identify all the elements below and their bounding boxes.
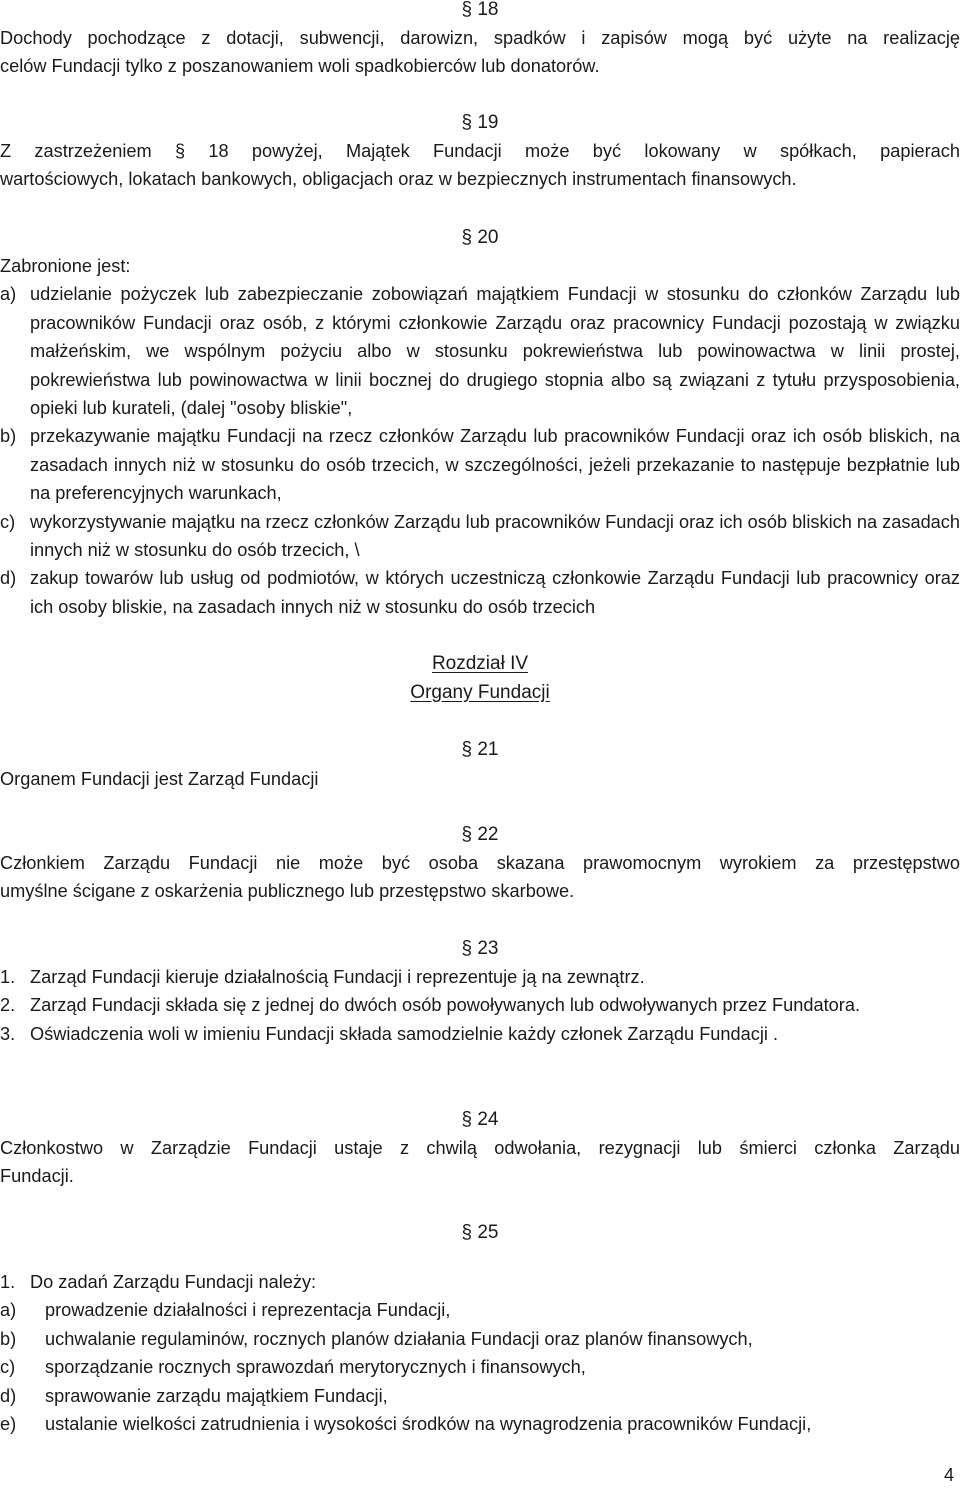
list-item-text: wykorzystywanie majątku na rzecz członków Zarządu lub pracowników Fundacji oraz ich osób bliskich na zasadach innych niż w stosunku do osób trzecich, \ (30, 511, 960, 561)
list-item-text: Zarząd Fundacji kieruje działalnością Fundacji i reprezentuje ją na zewnątrz. (30, 967, 645, 987)
list-marker: b) (0, 426, 17, 447)
list-marker: c) (0, 1357, 16, 1378)
list-marker: d) (0, 1385, 17, 1406)
list-item (0, 422, 960, 507)
section-intro: Zabronione jest: (0, 256, 131, 276)
list-item-text: Oświadczenia woli w imieniu Fundacji składa samodzielnie każdy członek Zarządu Fundacji . (30, 1023, 779, 1044)
list-item-text: udzielanie pożyczek lub zabezpieczanie zobowiązań majątkiem Fundacji w stosunku do członków Zarządu lub pracowników Fundacji oraz osób, z którymi członkowie Zarządu oraz pracownicy Fundacji pozostają w związku małżeńskim, we wspólnym pożyciu albo w stosunku pokrewieństwa lub powinowactwa w linii prostej, pokrewieństwa lub powinowactwa w linii bocznej do drugiego stopnia albo są związani z tytułu przysposobienia, opieki lub kurateli, (dalej "osoby bliskie", (30, 284, 960, 419)
page-number: 4 (943, 1464, 954, 1485)
paragraph-line: wartościowych, lokatach bankowych, obligacjach oraz w bezpiecznych instrumentach finansowych. (0, 169, 797, 190)
list-item (0, 1382, 960, 1410)
section-23 (0, 935, 960, 1048)
list-item-text: zakup towarów lub usług od podmiotów, w których uczestniczą członkowie Zarządu Fundacji lub pracownicy oraz ich osoby bliskie, na zasadach innych niż w stosunku do osób trzecich (30, 568, 960, 617)
paragraph-line: celów Fundacji tylko z poszanowaniem woli spadkobierców lub donatorów. (0, 56, 600, 77)
list-item (0, 564, 960, 621)
list-item (0, 963, 960, 991)
list-marker: a) (0, 284, 17, 305)
list-item (0, 991, 960, 1019)
section-heading: § 23 (461, 938, 499, 959)
list-item-text: prowadzenie działalności i reprezentacja Fundacji, (45, 1300, 451, 1321)
section-heading: § 21 (461, 739, 499, 760)
paragraph-line: Fundacji. (0, 1166, 74, 1187)
list-item-text: przekazywanie majątku Fundacji na rzecz członków Zarządu lub pracowników Fundacji oraz ich osób bliskich, na zasadach innych niż w stosunku do osób trzecich, w szczególności, jeżeli przekazanie to następuje bezpłatnie lub na preferencyjnych warunkach, (30, 426, 960, 504)
chapter-subtitle: Organy Fundacji (410, 681, 550, 703)
list-item-text: ustalanie wielkości zatrudnienia i wysokości środków na wynagrodzenia pracowników Fundacji, (45, 1414, 812, 1435)
paragraph-line: Dochody pochodzące z dotacji, subwencji, darowizn, spadków i zapisów mogą być użyte na realizację (0, 28, 960, 48)
section-22 (0, 821, 960, 906)
list-marker: d) (0, 568, 17, 589)
list-item (0, 1268, 960, 1296)
section-heading: § 22 (461, 824, 499, 845)
chapter-header (0, 650, 960, 707)
list-marker: a) (0, 1300, 17, 1321)
section-19 (0, 109, 960, 194)
list-item (0, 1353, 960, 1381)
section-intro: Do zadań Zarządu Fundacji należy: (30, 1272, 317, 1292)
section-heading: § 24 (461, 1109, 499, 1130)
list-marker: 1. (0, 967, 16, 987)
section-24 (0, 1106, 960, 1191)
paragraph-line: Z zastrzeżeniem § 18 powyżej, Majątek Fundacji może być lokowany w spółkach, papierach (0, 141, 960, 161)
list-marker: 2. (0, 995, 16, 1016)
section-21 (0, 736, 960, 793)
list-marker: b) (0, 1328, 17, 1349)
list-marker: e) (0, 1414, 17, 1435)
list-item (0, 1296, 960, 1324)
list-item-text: sprawowanie zarządu majątkiem Fundacji, (45, 1385, 388, 1406)
list-item (0, 1325, 960, 1353)
section-heading: § 25 (461, 1222, 499, 1243)
section-18 (0, 0, 960, 81)
section-heading: § 19 (461, 112, 499, 133)
list-marker: c) (0, 511, 16, 532)
list-item (0, 1020, 960, 1048)
chapter-title: Rozdział IV (431, 653, 529, 674)
section-heading: § 20 (461, 227, 499, 248)
list-marker: 3. (0, 1023, 16, 1044)
section-25 (0, 1219, 960, 1438)
list-item-text: uchwalanie regulaminów, rocznych planów działania Fundacji oraz planów finansowych, (45, 1328, 753, 1349)
section-20 (0, 224, 960, 621)
list-item (0, 280, 960, 422)
list-item-text: Zarząd Fundacji składa się z jednej do dwóch osób powoływanych lub odwoływanych przez Fundatora. (30, 995, 861, 1016)
section-heading: § 18 (461, 0, 499, 20)
paragraph-line: Członkiem Zarządu Fundacji nie może być osoba skazana prawomocnym wyrokiem za przestępstwo (0, 853, 960, 873)
list-item (0, 508, 960, 565)
paragraph-line: Członkostwo w Zarządzie Fundacji ustaje z chwilą odwołania, rezygnacji lub śmierci członka Zarządu (0, 1138, 960, 1158)
paragraph-line: umyślne ścigane z oskarżenia publicznego lub przestępstwo skarbowe. (0, 881, 575, 902)
paragraph-line: Organem Fundacji jest Zarząd Fundacji (0, 769, 319, 789)
list-item (0, 1410, 960, 1438)
list-marker: 1. (0, 1272, 16, 1292)
list-item-text: sporządzanie rocznych sprawozdań merytorycznych i finansowych, (45, 1357, 586, 1378)
